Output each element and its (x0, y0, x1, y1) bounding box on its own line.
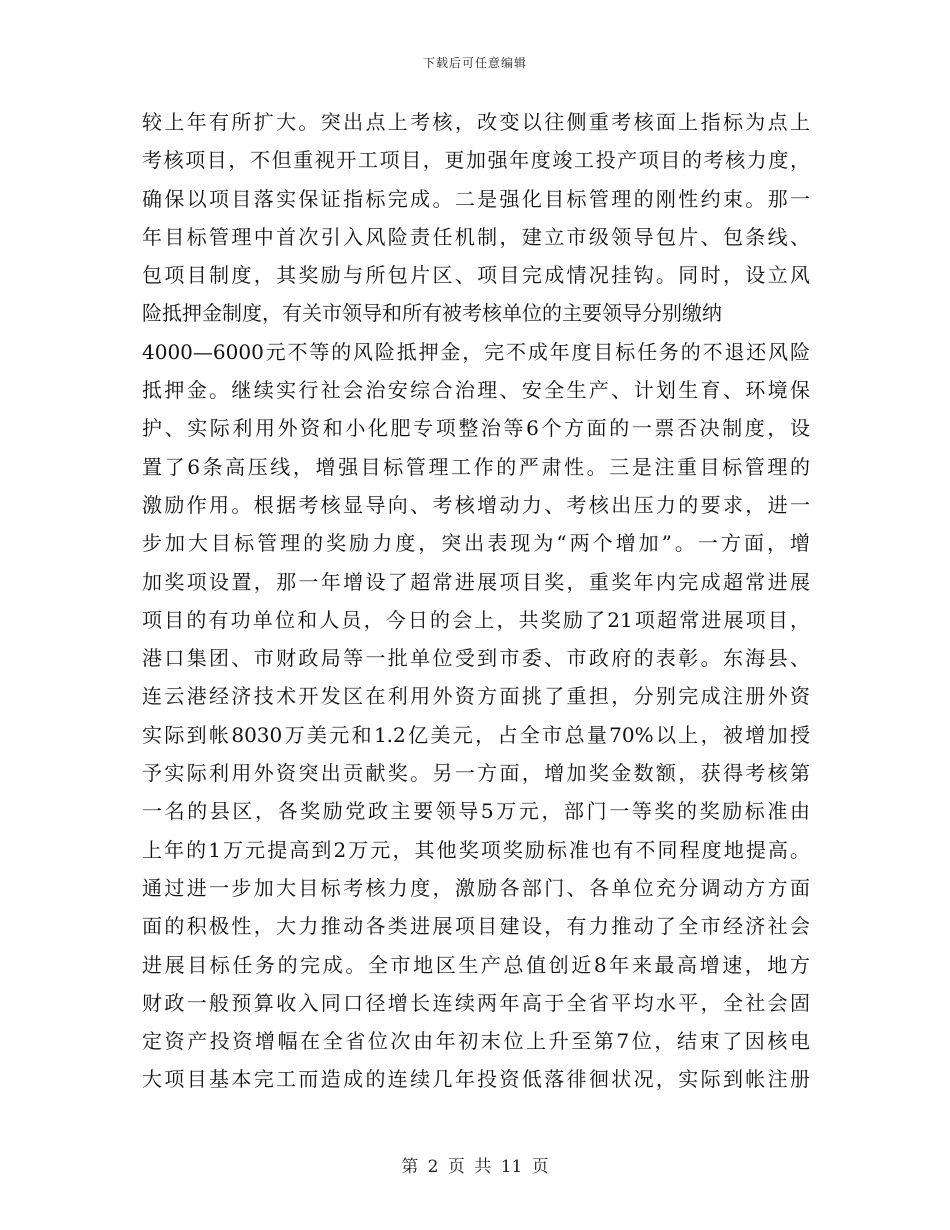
text-line: 定资产投资增幅在全省位次由年初末位上升至第7位，结束了因核电 (142, 1029, 810, 1054)
text-line: 实际到帐8030万美元和1.2亿美元，占全市总量70%以上，被增加授 (142, 722, 810, 747)
text-line: 大项目基本完工而造成的连续几年投资低落徘徊状况，实际到帐注册 (142, 1067, 810, 1092)
text-line: 项目的有功单位和人员，今日的会上，共奖励了21项超常进展项目， (142, 607, 810, 632)
text-line: 确保以项目落实保证指标完成。二是强化目标管理的刚性约束。那一 (142, 186, 810, 211)
text-line: 年目标管理中首次引入风险责任机制，建立市级领导包片、包条线、 (142, 224, 810, 249)
text-line: 财政一般预算收入同口径增长连续两年高于全省平均水平，全社会固 (142, 990, 810, 1015)
text-line: 通过进一步加大目标考核力度，激励各部门、各单位充分调动方方面 (142, 875, 810, 900)
text-line: 考核项目，不但重视开工项目，更加强年度竣工投产项目的考核力度， (142, 148, 810, 173)
text-line: 置了6条高压线，增强目标管理工作的严肃性。三是注重目标管理的 (142, 454, 810, 479)
text-line: 护、实际利用外资和小化肥专项整治等6个方面的一票否决制度，设 (142, 416, 810, 441)
text-line: 上年的1万元提高到2万元，其他奖项奖励标准也有不同程度地提高。 (142, 837, 810, 862)
text-line: 包项目制度，其奖励与所包片区、项目完成情况挂钩。同时，设立风 (142, 263, 810, 288)
body-text (142, 103, 810, 1099)
text-line: 激励作用。根据考核显导向、考核增动力、考核出压力的要求，进一 (142, 492, 810, 517)
text-line: 一名的县区，各奖励党政主要领导5万元，部门一等奖的奖励标准由 (142, 799, 810, 824)
text-line: 予实际利用外资突出贡献奖。另一方面，增加奖金数额，获得考核第 (142, 761, 810, 786)
text-line: 港口集团、市财政局等一批单位受到市委、市政府的表彰。东海县、 (142, 646, 810, 671)
page-header-note: 下载后可任意编辑 (422, 56, 527, 70)
text-line: 抵押金。继续实行社会治安综合治理、安全生产、计划生育、环境保 (142, 378, 810, 403)
text-line: 加奖项设置，那一年增设了超常进展项目奖，重奖年内完成超常进展 (142, 569, 810, 594)
text-line: 险抵押金制度，有关市领导和所有被考核单位的主要领导分别缴纳 (142, 301, 722, 326)
text-line: 面的积极性，大力推动各类进展项目建设，有力推动了全市经济社会 (142, 914, 810, 939)
text-line: 步加大目标管理的奖励力度，突出表现为“两个增加”。一方面，增 (142, 531, 810, 556)
text-line: 较上年有所扩大。突出点上考核，改变以往侧重考核面上指标为点上 (142, 110, 810, 134)
text-line: 连云港经济技术开发区在利用外资方面挑了重担，分别完成注册外资 (142, 684, 810, 709)
page-number: 第 2 页 共 11 页 (401, 1157, 549, 1177)
text-line: 4000—6000元不等的风险抵押金，完不成年度目标任务的不退还风险 (142, 339, 810, 364)
text-line: 进展目标任务的完成。全市地区生产总值创近8年来最高增速，地方 (142, 952, 810, 977)
